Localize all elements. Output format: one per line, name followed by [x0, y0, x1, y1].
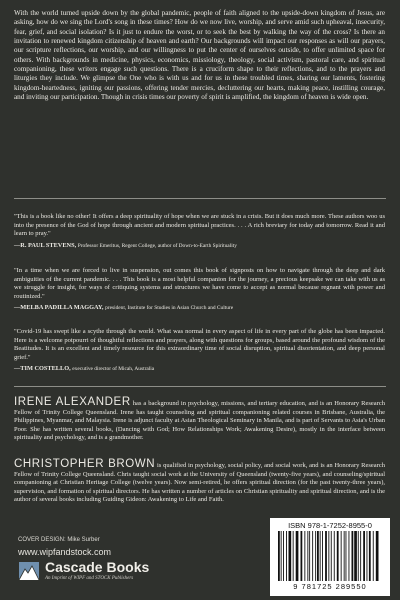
barcode-bar [283, 531, 284, 581]
barcode-bar [328, 531, 329, 581]
barcode-bar [331, 531, 332, 581]
barcode-bar [278, 531, 280, 581]
barcode-bar [320, 531, 321, 581]
barcode-bar [358, 531, 359, 581]
isbn-text: ISBN 978-1-7252-8955-0 [288, 521, 372, 530]
endorsement-attribution [14, 365, 385, 373]
endorser-name: —R. PAUL STEVENS, [14, 241, 77, 249]
barcode-bar [325, 531, 327, 581]
barcode-bar [369, 531, 371, 581]
cover-design-credit: COVER DESIGN: Mike Surber [18, 537, 100, 543]
barcode-bar [315, 531, 316, 581]
endorsement-maggay [14, 267, 385, 313]
endorsement-stevens [14, 213, 385, 250]
barcode-bar [334, 531, 335, 581]
barcode-bar [301, 531, 303, 581]
endorsement-quote: "In a time when we are forced to live in suspension, out comes this book of signposts on how to navigate through the deep and dark ambiguities of the current pandemic. . . . This book is a most helpful companion for the journey, a precious keepsake we can take with us as we struggle for insight, for ways of critiquing systems and structures we have come to accept as normal because regnant with power and routinized." [14, 267, 385, 300]
barcode-digits: 9 781725 289550 [293, 582, 367, 591]
endorser-affiliation: Professor Emeritus, Regent College, author of Down-to-Earth Spirituality [77, 242, 237, 249]
publisher-logo-block [18, 559, 193, 589]
barcode-bars [276, 531, 384, 581]
barcode-bar [373, 531, 374, 581]
barcode-bar [354, 531, 357, 581]
barcode-bar [293, 531, 294, 581]
author-bio-text: is qualified in psychology, social policy, and social work, and is an Honorary Research Fellow of Trinity College Queensland. Chris taught social work at the University of Queensland (twenty-five years), and counseling/spiritual companioning at Christian Heritage College (twelve years). Now semi-retired, he offers spiritual direction (for the past twenty-three years), supervision, and formation of spiritual directors. He has written a number of articles on Christian spirituality and spiritual direction, and is the author of several books including Guiding Gideon: Awakening to Life and Faith. [14, 462, 385, 504]
barcode-bar [309, 531, 310, 581]
barcode-bar [307, 531, 308, 581]
endorser-name: —TIM COSTELLO, [14, 365, 71, 373]
barcode-bar [296, 531, 299, 581]
publisher-website: www.wipfandstock.com [18, 547, 112, 557]
author-bio-brown [14, 460, 385, 505]
divider [14, 386, 386, 387]
barcode-bar [304, 531, 305, 581]
barcode-bar [322, 531, 323, 581]
endorsement-quote: "Covid-19 has swept like a scythe through the world. What was normal in every aspect of life in every part of the globe has been impacted. Here is a welcome potpourri of thoughtful reflections and prayers, along with questions for groups, based around the profound wisdom of the Beatitudes. It is an excellent and timely resource for this extraordinary time of social disruption, spiritual disorientation, and deep personal grief." [14, 328, 385, 361]
book-description: With the world turned upside down by the global pandemic, people of faith aligned to the upside-down kingdom of Jesus, are asking, how do we sing the Lord's song in these times? How do we now live, worship, and serve amid such upheaval, insecurity, fear, grief, and social isolation? Is it just to endure the worst, or to seek the best by walking the way of the cross? Is there an invitation to renewed kingdom citizenship of heaven and earth? Our backgrounds will impact our responses as will our prayers, our scripture reflections, our worship, and our willingness to put the center of ourselves outside, to offer unlimited space for others. With backgrounds in medicine, physics, economics, missiology, theology, social activism, pastoral care, and spiritual companioning, these writers engage such questions. There is a cruciform shape to their reflections, and to the prayers and liturgies they include. We glimpse the One who is with us and for us in these troubled times, sharing our laments, fostering kingdom-heartedness, igniting our passions, offering tender mercies, decluttering our hearts, making peace, instilling courage, and inviting our participation. Though in crisis times our poverty of spirit is amplified, the kingdom of heaven is wide open. [14, 9, 385, 102]
endorsement-costello [14, 328, 385, 374]
barcode-bar [341, 531, 342, 581]
publisher-name: Cascade Books [45, 559, 150, 575]
barcode-bar [289, 531, 292, 581]
endorser-affiliation: executive director of Micah, Australia [72, 366, 155, 373]
isbn-barcode [270, 518, 390, 596]
barcode-bar [349, 531, 350, 581]
author-name: CHRISTOPHER BROWN [14, 458, 156, 470]
barcode-bar [344, 531, 345, 581]
barcode-bar [317, 531, 319, 581]
barcode-bar [346, 531, 347, 581]
barcode-bar [281, 531, 282, 581]
cascade-logo-icon [18, 561, 40, 581]
divider [14, 198, 386, 199]
barcode-bar [376, 531, 379, 581]
barcode-bar [367, 531, 368, 581]
author-bio-alexander [14, 398, 385, 443]
barcode-bar [363, 531, 365, 581]
author-name: IRENE ALEXANDER [14, 396, 131, 408]
endorser-affiliation: president, Institute for Studies in Asian Church and Culture [105, 305, 234, 312]
barcode-bar [337, 531, 339, 581]
barcode-bar [286, 531, 287, 581]
barcode-bar [360, 531, 361, 581]
endorsement-attribution [14, 242, 385, 250]
publisher-tagline: An Imprint of WIPF and STOCK Publishers [45, 576, 134, 581]
barcode-bar [352, 531, 354, 581]
author-bio-text: has a background in psychology, missions, and tertiary education, and is an Honorary Research Fellow of Trinity College Queensland. Irene has taught counseling and spiritual companioning related courses in Brisbane, Australia, the Philippines, Myanmar, and Malaysia. Irene is adjunct faculty at Asian Theological Seminary in Manila, and is part of Servants to Asia's Urban Poor. She has written several books, (Dancing with God; How Relationships Work; Awakening Desire), mostly in the interface between spirituality and psychology, and is a grandmother. [14, 400, 385, 442]
endorsement-attribution [14, 304, 385, 312]
endorsement-quote: "This is a book like no other! It offers a deep spirituality of hope when we are stuck in a crisis. But it does much more. These authors woo us into the presence of the God of hope through ancient and modern spiritual practices. . . . A rich breviary for today and tomorrow. Read it and learn to pray." [14, 213, 385, 238]
endorser-name: —MELBA PADILLA MAGGAY, [14, 304, 104, 312]
barcode-bar [312, 531, 313, 581]
